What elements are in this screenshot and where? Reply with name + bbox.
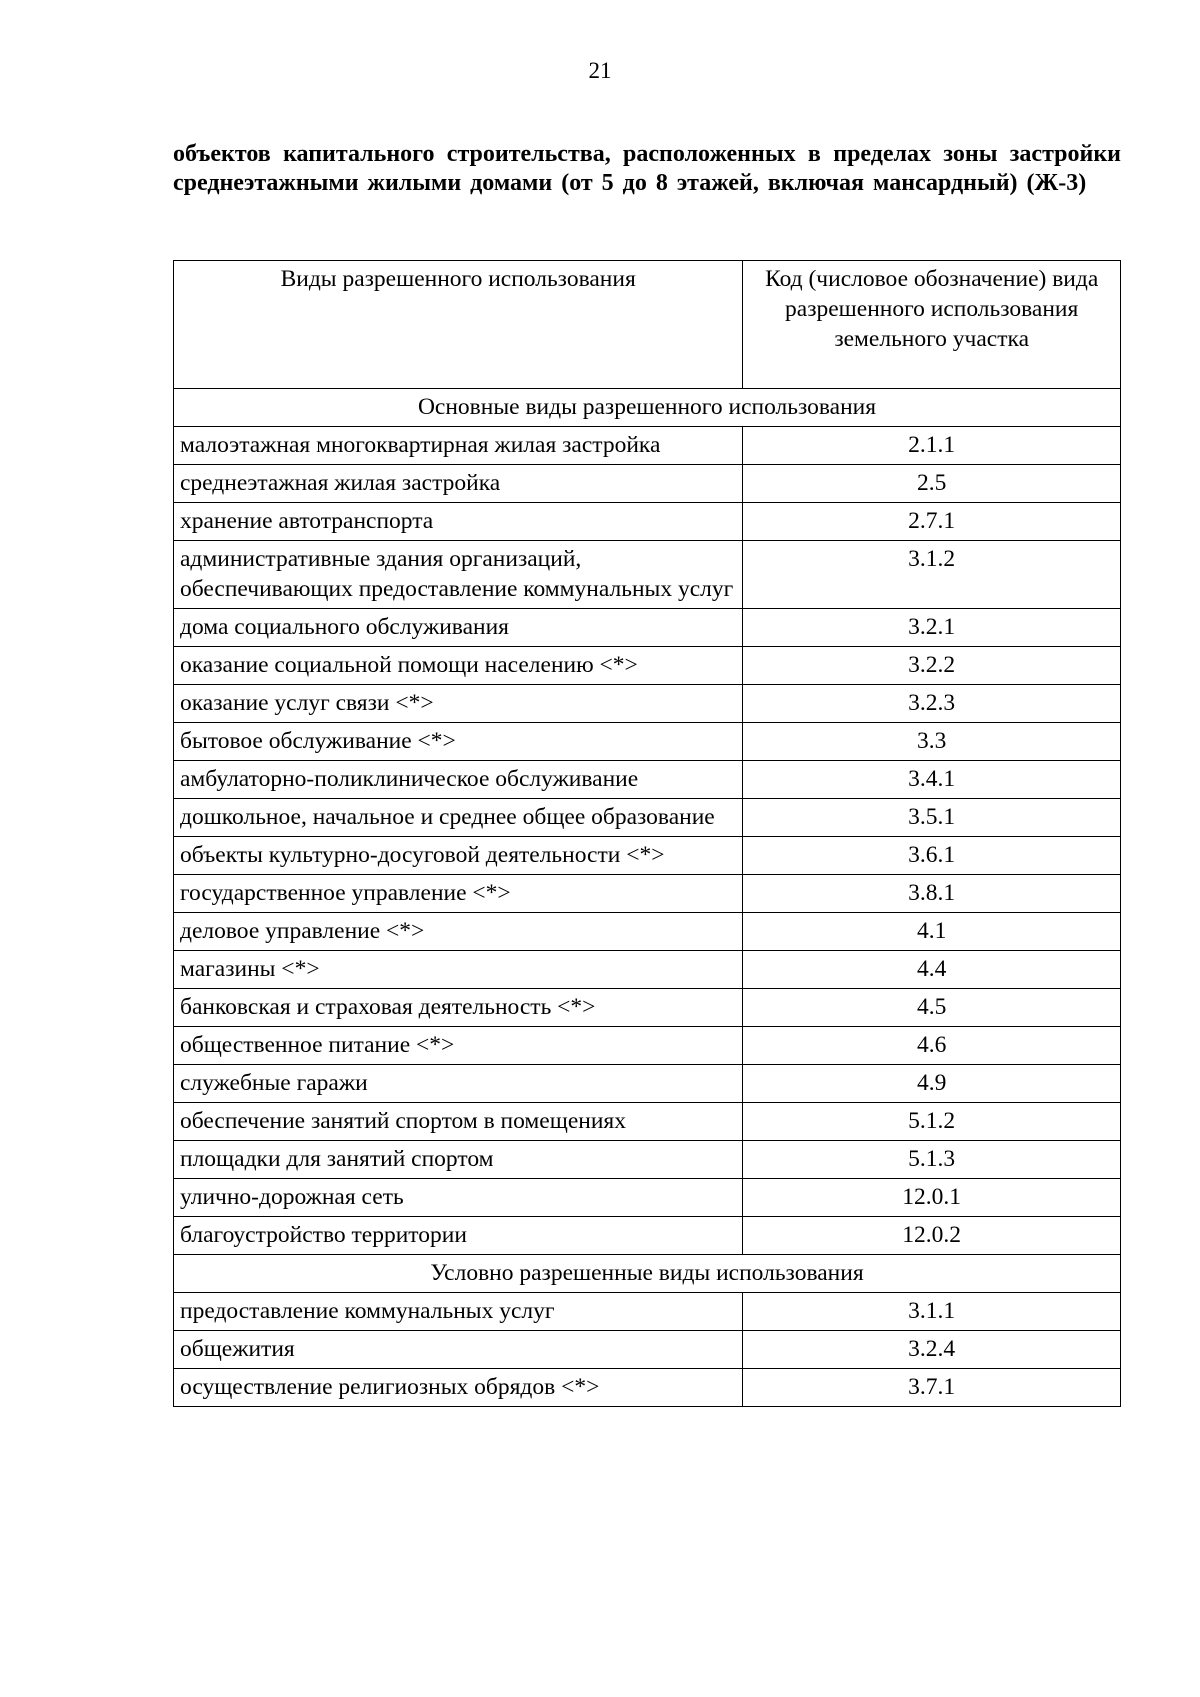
table-row xyxy=(174,1369,1121,1407)
use-code-cell: 4.9 xyxy=(743,1065,1121,1103)
use-name-cell: общественное питание <*> xyxy=(174,1027,743,1065)
table-row xyxy=(174,541,1121,609)
column-header-uses: Виды разрешенного использования xyxy=(174,261,743,389)
table-row xyxy=(174,1103,1121,1141)
use-code-cell: 3.2.4 xyxy=(743,1331,1121,1369)
section-row xyxy=(174,1255,1121,1293)
use-code-cell: 5.1.3 xyxy=(743,1141,1121,1179)
table-row xyxy=(174,761,1121,799)
table-row xyxy=(174,1027,1121,1065)
table-row xyxy=(174,1331,1121,1369)
use-name-cell: оказание социальной помощи населению <*> xyxy=(174,647,743,685)
table-row xyxy=(174,723,1121,761)
table-row xyxy=(174,685,1121,723)
table-row xyxy=(174,1293,1121,1331)
use-name-cell: служебные гаражи xyxy=(174,1065,743,1103)
use-name-cell: площадки для занятий спортом xyxy=(174,1141,743,1179)
use-name-cell: среднеэтажная жилая застройка xyxy=(174,465,743,503)
table-row xyxy=(174,1179,1121,1217)
use-code-cell: 3.5.1 xyxy=(743,799,1121,837)
table-row xyxy=(174,837,1121,875)
use-name-cell: магазины <*> xyxy=(174,951,743,989)
use-code-cell: 12.0.1 xyxy=(743,1179,1121,1217)
use-name-cell: деловое управление <*> xyxy=(174,913,743,951)
table-row xyxy=(174,1065,1121,1103)
section-row xyxy=(174,389,1121,427)
use-name-cell: малоэтажная многоквартирная жилая застройка xyxy=(174,427,743,465)
use-name-cell: государственное управление <*> xyxy=(174,875,743,913)
use-name-cell: бытовое обслуживание <*> xyxy=(174,723,743,761)
use-name-cell: предоставление коммунальных услуг xyxy=(174,1293,743,1331)
use-name-cell: общежития xyxy=(174,1331,743,1369)
use-code-cell: 2.7.1 xyxy=(743,503,1121,541)
column-header-code: Код (числовое обозначение) вида разрешенного использования земельного участка xyxy=(743,261,1121,389)
use-name-cell: дошкольное, начальное и среднее общее образование xyxy=(174,799,743,837)
use-name-cell: дома социального обслуживания xyxy=(174,609,743,647)
use-code-cell: 3.7.1 xyxy=(743,1369,1121,1407)
use-name-cell: оказание услуг связи <*> xyxy=(174,685,743,723)
permitted-uses-table xyxy=(173,260,1121,1407)
use-code-cell: 3.3 xyxy=(743,723,1121,761)
table-row xyxy=(174,913,1121,951)
section-title: Условно разрешенные виды использования xyxy=(174,1255,1121,1293)
use-code-cell: 3.8.1 xyxy=(743,875,1121,913)
table-row xyxy=(174,503,1121,541)
table-row xyxy=(174,875,1121,913)
table-body xyxy=(174,389,1121,1407)
table-row xyxy=(174,951,1121,989)
table-row xyxy=(174,647,1121,685)
use-code-cell: 5.1.2 xyxy=(743,1103,1121,1141)
table-row xyxy=(174,427,1121,465)
use-code-cell: 3.2.2 xyxy=(743,647,1121,685)
table-row xyxy=(174,1217,1121,1255)
use-name-cell: осуществление религиозных обрядов <*> xyxy=(174,1369,743,1407)
table-row xyxy=(174,609,1121,647)
document-heading: объектов капитального строительства, расположенных в пределах зоны застройки среднеэтажными жилыми домами (от 5 до 8 этажей, включая мансардный) (Ж-3) xyxy=(173,141,1121,196)
use-code-cell: 3.1.2 xyxy=(743,541,1121,609)
use-name-cell: объекты культурно-досуговой деятельности <*> xyxy=(174,837,743,875)
section-title: Основные виды разрешенного использования xyxy=(174,389,1121,427)
use-code-cell: 3.2.3 xyxy=(743,685,1121,723)
use-code-cell: 2.1.1 xyxy=(743,427,1121,465)
use-name-cell: банковская и страховая деятельность <*> xyxy=(174,989,743,1027)
use-code-cell: 4.1 xyxy=(743,913,1121,951)
table-row xyxy=(174,799,1121,837)
table-row xyxy=(174,1141,1121,1179)
use-code-cell: 4.4 xyxy=(743,951,1121,989)
use-name-cell: хранение автотранспорта xyxy=(174,503,743,541)
use-code-cell: 3.4.1 xyxy=(743,761,1121,799)
table-row xyxy=(174,465,1121,503)
use-name-cell: административные здания организаций, обеспечивающих предоставление коммунальных услуг xyxy=(174,541,743,609)
use-code-cell: 3.2.1 xyxy=(743,609,1121,647)
use-name-cell: улично-дорожная сеть xyxy=(174,1179,743,1217)
use-code-cell: 3.6.1 xyxy=(743,837,1121,875)
table-row xyxy=(174,989,1121,1027)
use-name-cell: обеспечение занятий спортом в помещениях xyxy=(174,1103,743,1141)
use-name-cell: амбулаторно-поликлиническое обслуживание xyxy=(174,761,743,799)
use-code-cell: 4.5 xyxy=(743,989,1121,1027)
table-header-row xyxy=(174,261,1121,389)
use-code-cell: 2.5 xyxy=(743,465,1121,503)
use-name-cell: благоустройство территории xyxy=(174,1217,743,1255)
use-code-cell: 4.6 xyxy=(743,1027,1121,1065)
page-number: 21 xyxy=(588,58,612,83)
use-code-cell: 12.0.2 xyxy=(743,1217,1121,1255)
use-code-cell: 3.1.1 xyxy=(743,1293,1121,1331)
